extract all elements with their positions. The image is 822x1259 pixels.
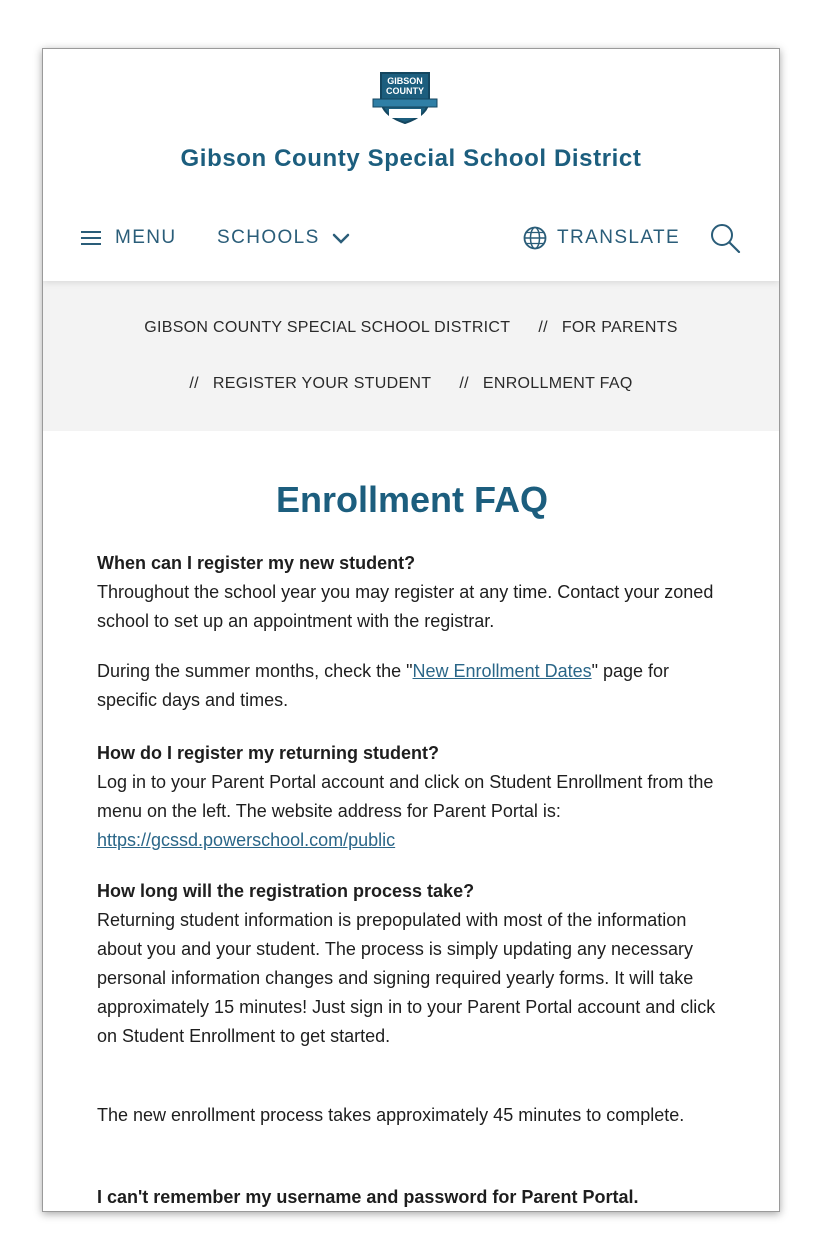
breadcrumb-item-current: ENROLLMENT FAQ xyxy=(482,375,633,392)
district-logo[interactable] xyxy=(371,69,439,125)
hamburger-icon xyxy=(81,231,101,245)
logo-text-1: GIBSON xyxy=(387,76,423,86)
schools-label: SCHOOLS xyxy=(217,227,320,248)
breadcrumb-separator: // xyxy=(538,319,548,336)
logo-text-2: COUNTY xyxy=(386,86,424,96)
faq-note-suffix: " page for specific days and times. xyxy=(97,661,670,710)
breadcrumb-separator: // xyxy=(189,375,199,392)
menu-button[interactable] xyxy=(81,223,177,253)
search-button[interactable] xyxy=(709,223,741,253)
faq-note: The new enrollment process takes approximately 45 minutes to complete. xyxy=(97,1105,685,1125)
faq-answer: Log in to your Parent Portal account and click on Student Enrollment from the menu on the left. The website address for Parent Portal is: xyxy=(97,772,714,821)
schools-dropdown[interactable] xyxy=(217,223,350,253)
faq-question: How long will the registration process take? xyxy=(97,881,475,901)
breadcrumb-line-2 xyxy=(43,375,779,393)
faq-note-prefix: During the summer months, check the " xyxy=(97,661,413,681)
faq-item xyxy=(97,739,727,855)
faq-answer: Returning student information is prepopulated with most of the information about you and your student. The process is simply updating any necessary personal information changes and signing required yearly forms. It will take approximately 15 minutes! Just sign in to your Parent Portal account and click on Student Enrollment to get started. xyxy=(97,910,716,1046)
new-enrollment-dates-link[interactable]: New Enrollment Dates xyxy=(412,661,592,681)
parent-portal-link[interactable]: https://gcssd.powerschool.com/public xyxy=(97,830,396,850)
site-header xyxy=(43,49,779,281)
menu-label: MENU xyxy=(115,227,177,248)
faq-question: I can't remember my username and password for Parent Portal. xyxy=(97,1187,639,1207)
faq-answer: Throughout the school year you may register at any time. Contact your zoned school to set up an appointment with the registrar. xyxy=(97,582,714,631)
breadcrumb-separator: // xyxy=(459,375,469,392)
translate-label: TRANSLATE xyxy=(557,227,681,248)
translate-button[interactable] xyxy=(523,223,680,253)
breadcrumb-item-district[interactable]: GIBSON COUNTY SPECIAL SCHOOL DISTRICT xyxy=(144,319,511,336)
faq-note xyxy=(97,657,727,715)
breadcrumb-line-1 xyxy=(43,319,779,337)
globe-icon xyxy=(523,226,547,250)
site-title[interactable]: Gibson County Special School District xyxy=(180,145,642,172)
faq-question: When can I register my new student? xyxy=(97,553,416,573)
chevron-down-icon xyxy=(332,233,350,244)
browser-frame xyxy=(42,48,780,1212)
breadcrumb xyxy=(43,281,779,431)
page-title: Enrollment FAQ xyxy=(275,479,549,520)
faq-question: How do I register my returning student? xyxy=(97,743,440,763)
faq-item xyxy=(97,877,727,1051)
search-icon xyxy=(709,223,741,253)
breadcrumb-item-register[interactable]: REGISTER YOUR STUDENT xyxy=(212,375,432,392)
breadcrumb-item-for-parents[interactable]: FOR PARENTS xyxy=(561,319,678,336)
faq-item xyxy=(97,549,727,636)
faq-item xyxy=(97,1183,727,1212)
